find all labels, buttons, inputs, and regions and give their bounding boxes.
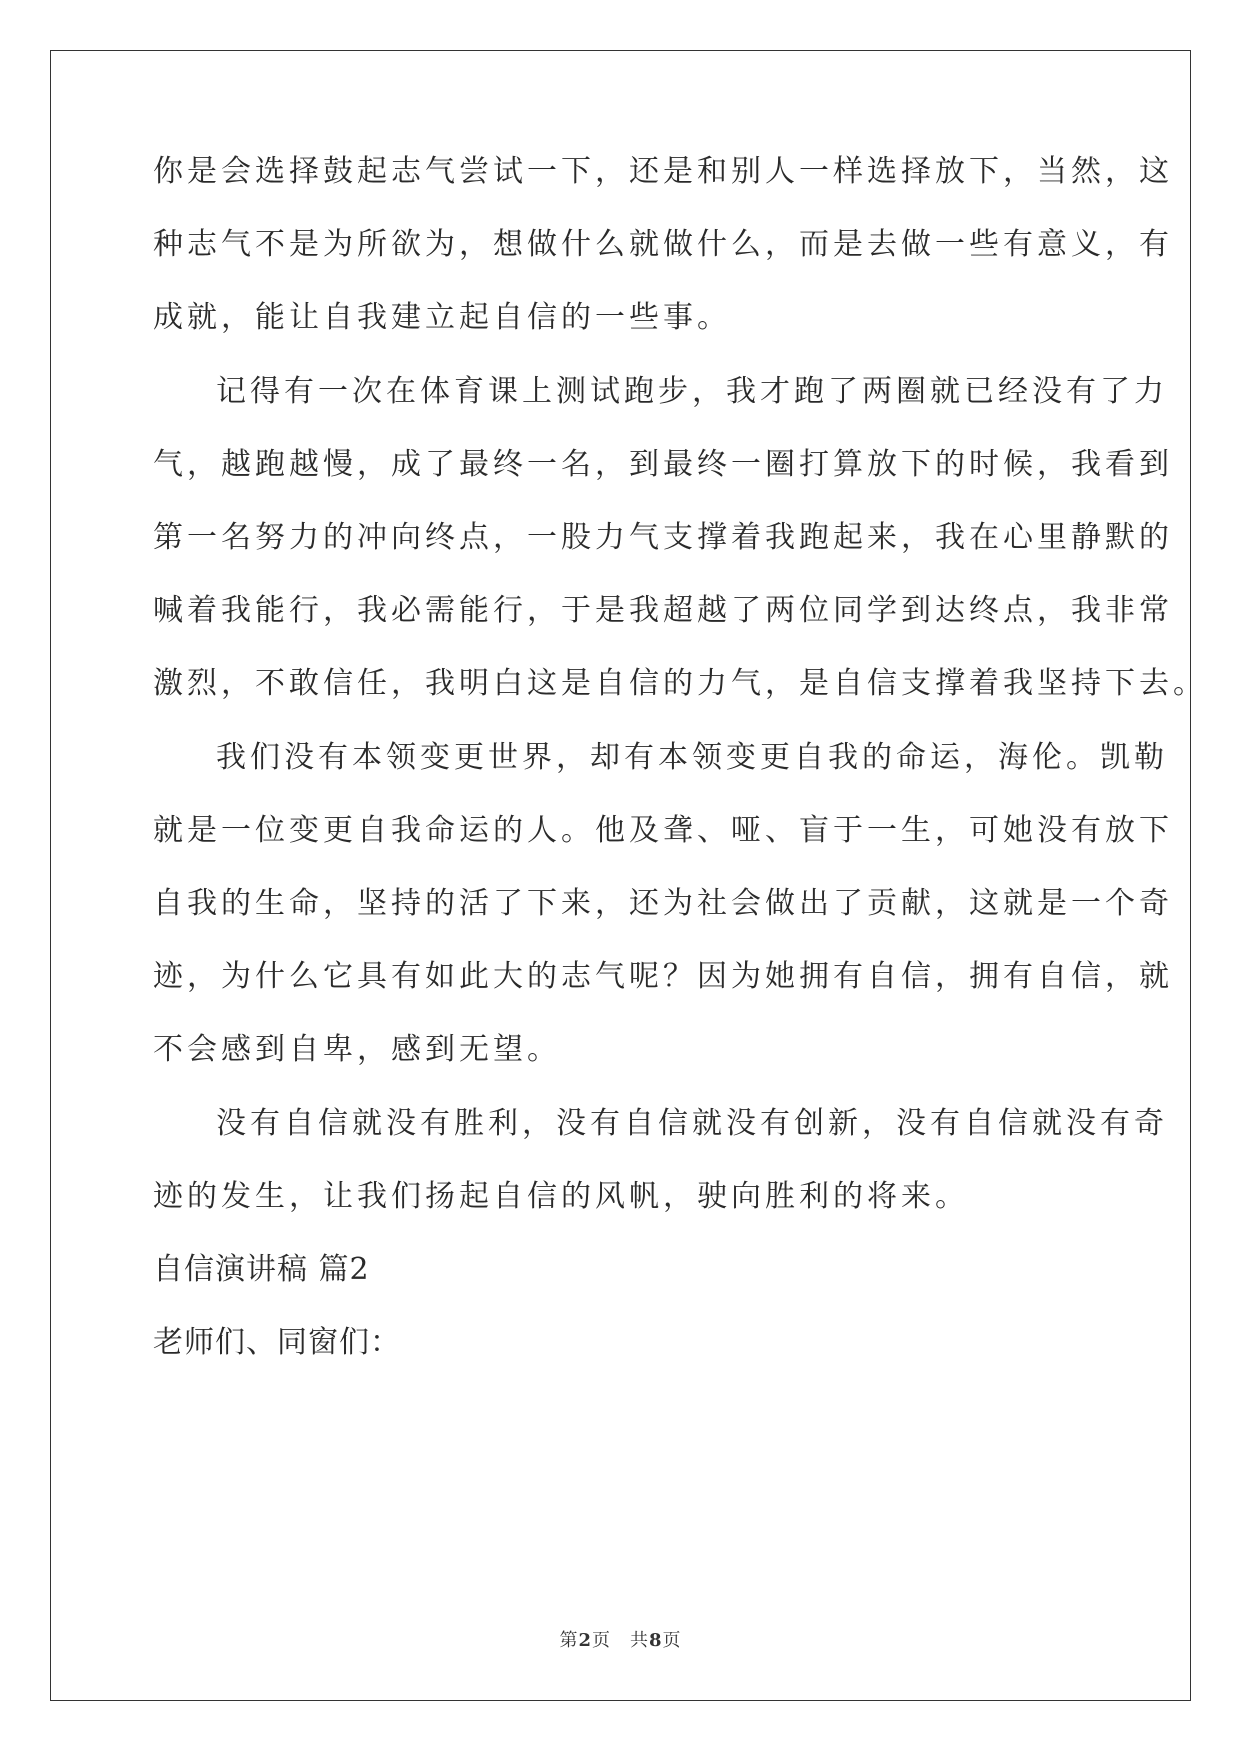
page-prefix: 第 <box>559 1630 579 1651</box>
text-line: 我们没有本领变更世界，却有本领变更自我的命运，海伦。凯勒 <box>216 740 1168 775</box>
text-line: 气，越跑越慢，成了最终一名，到最终一圈打算放下的时候，我看到 <box>153 447 1173 482</box>
page-footer <box>0 1626 1241 1652</box>
text-line: 迹，为什么它具有如此大的志气呢？因为她拥有自信，拥有自信，就 <box>153 959 1173 994</box>
text-line: 没有自信就没有胜利，没有自信就没有创新，没有自信就没有奇 <box>216 1106 1168 1141</box>
text-line: 激烈，不敢信任，我明白这是自信的力气，是自信支撑着我坚持下去。 <box>153 666 1207 701</box>
text-line: 就是一位变更自我命运的人。他及聋、哑、盲于一生，可她没有放下 <box>153 813 1173 848</box>
text-line: 记得有一次在体育课上测试跑步，我才跑了两圈就已经没有了力 <box>216 374 1168 409</box>
salutation: 老师们、同窗们： <box>153 1325 401 1360</box>
total-page-number: 8 <box>649 1630 663 1651</box>
text-line: 自我的生命，坚持的活了下来，还为社会做出了贡献，这就是一个奇 <box>153 886 1173 921</box>
page-mid: 页 共 <box>592 1630 649 1651</box>
text-line: 种志气不是为所欲为，想做什么就做什么，而是去做一些有意义，有 <box>153 227 1173 262</box>
text-line: 喊着我能行，我必需能行，于是我超越了两位同学到达终点，我非常 <box>153 593 1173 628</box>
text-line: 迹的发生，让我们扬起自信的风帆，驶向胜利的将来。 <box>153 1179 969 1214</box>
section-heading: 自信演讲稿 篇2 <box>153 1252 370 1287</box>
text-line: 成就，能让自我建立起自信的一些事。 <box>153 300 731 335</box>
current-page-number: 2 <box>578 1630 592 1651</box>
text-line: 第一名努力的冲向终点，一股力气支撑着我跑起来，我在心里静默的 <box>153 520 1173 555</box>
text-line: 不会感到自卑，感到无望。 <box>153 1032 561 1067</box>
text-line: 你是会选择鼓起志气尝试一下，还是和别人一样选择放下，当然，这 <box>153 154 1173 189</box>
page-suffix: 页 <box>662 1630 682 1651</box>
